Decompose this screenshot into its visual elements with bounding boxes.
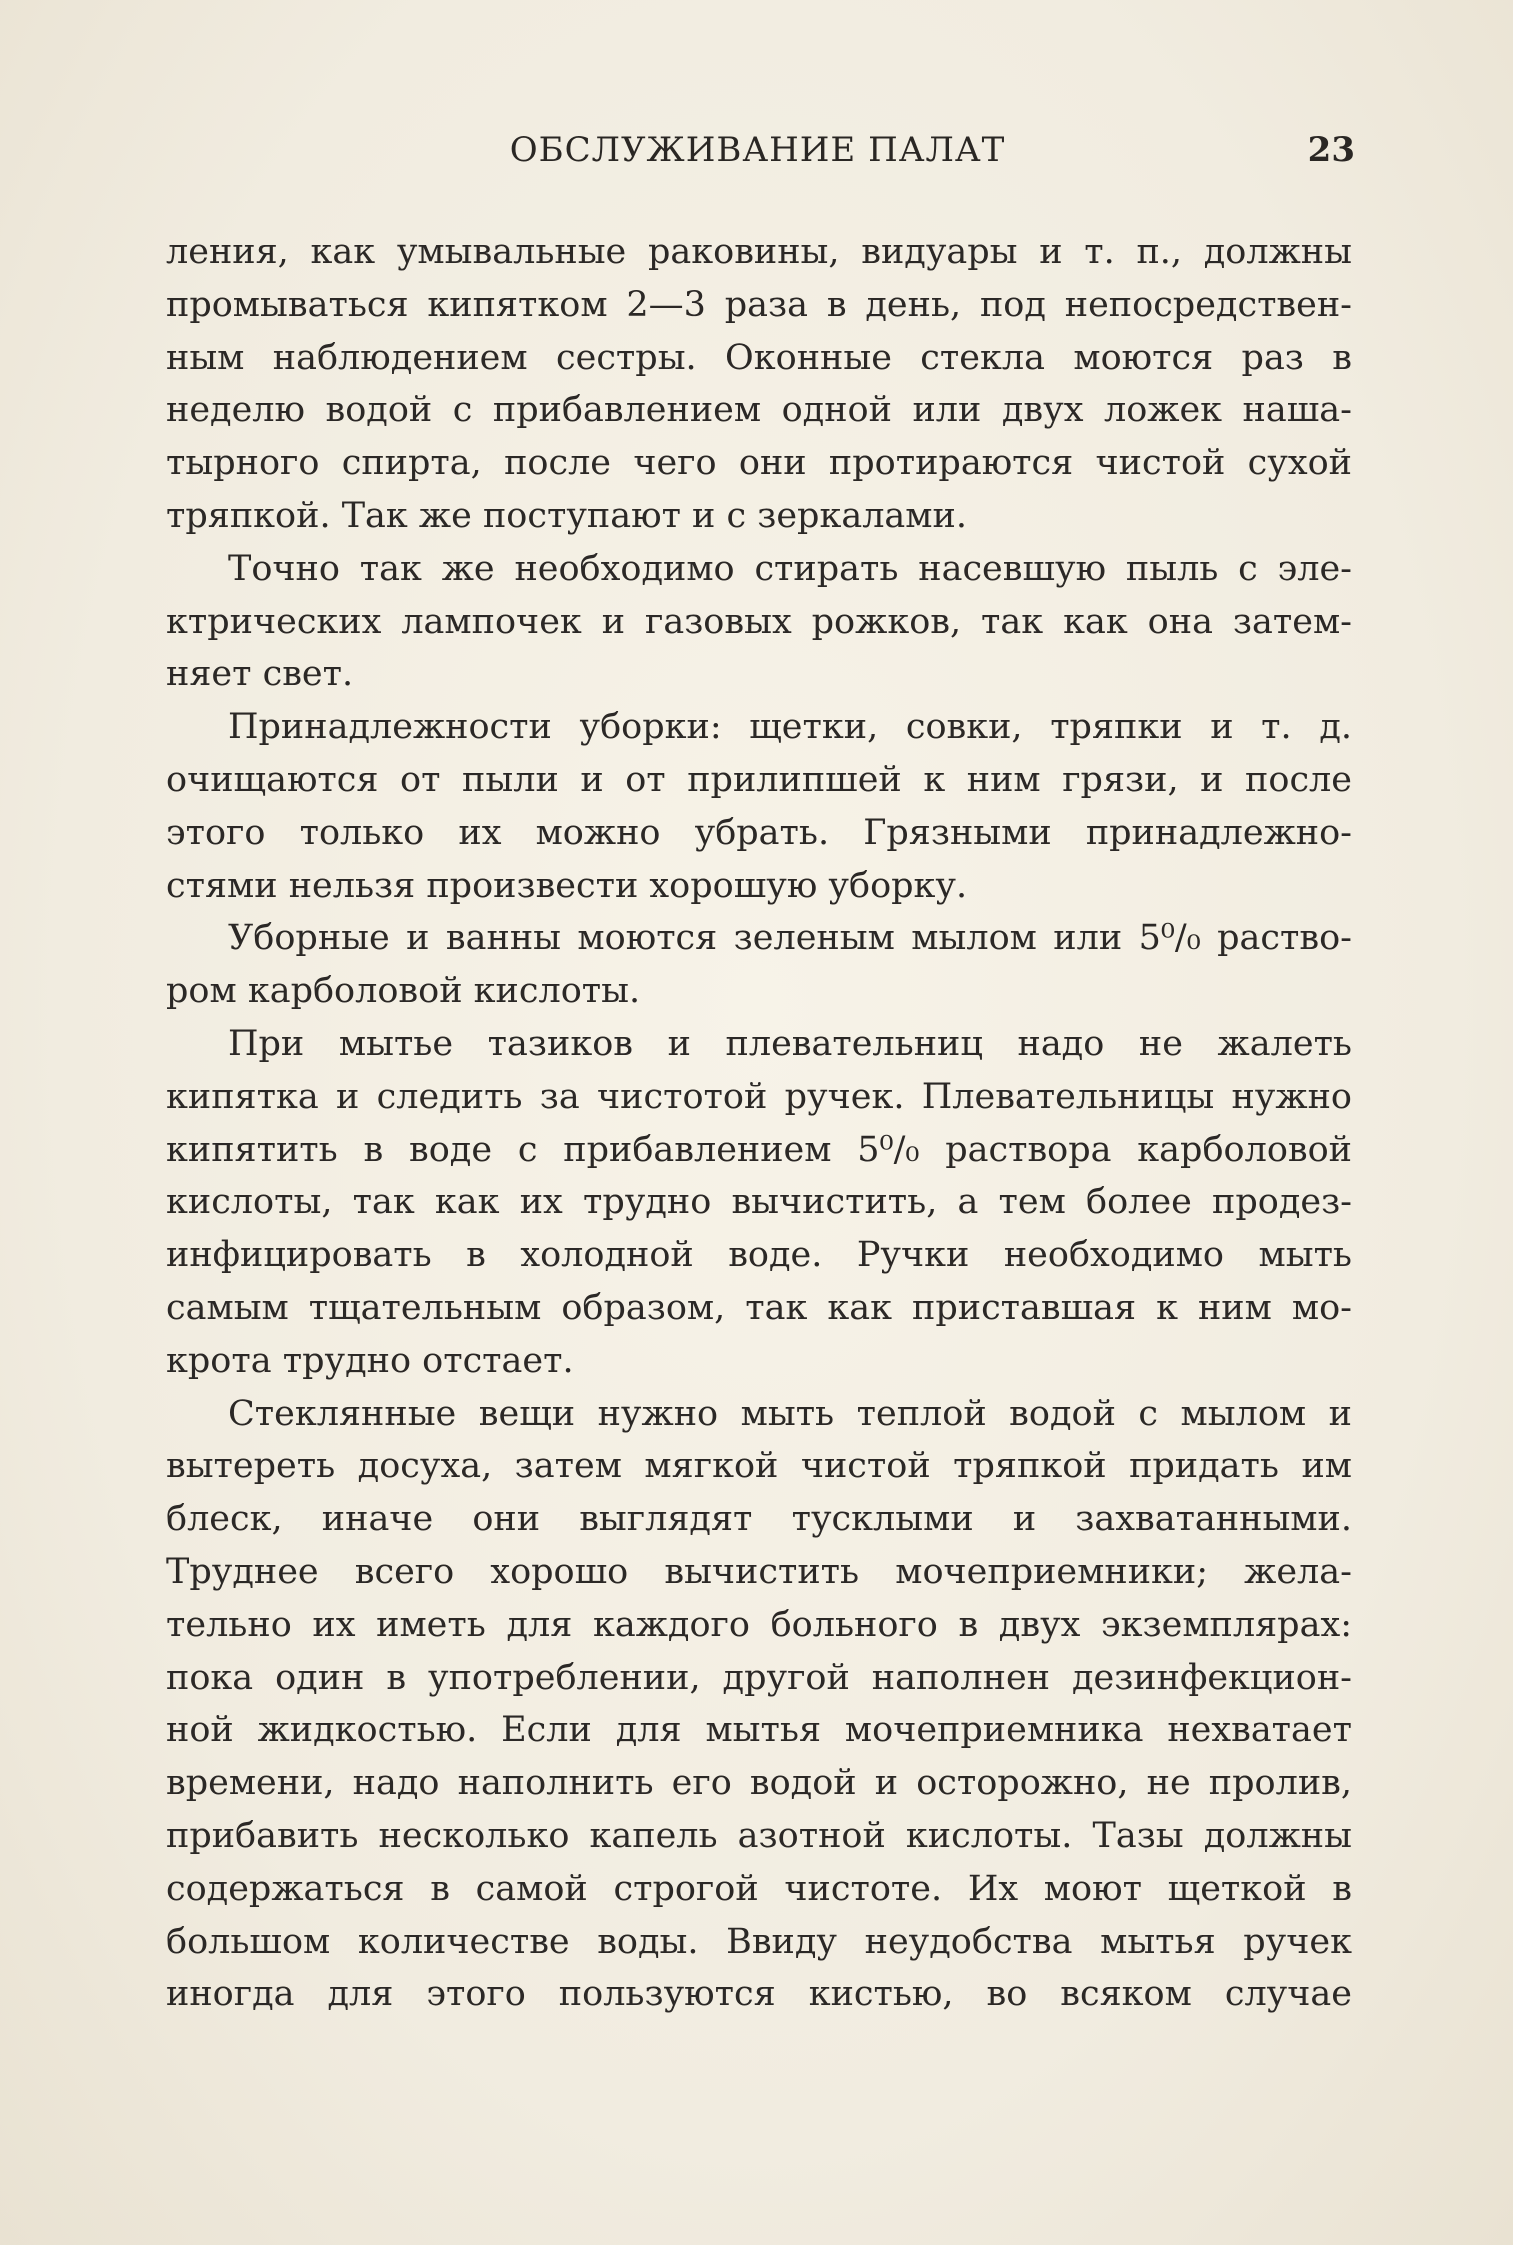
text-line: ной жидкостью. Если для мытья мочеприемника нехватает bbox=[166, 1710, 1352, 1751]
text-line: иногда для этого пользуются кистью, во всяком случае bbox=[166, 1974, 1352, 2015]
text-line: Точно так же необходимо стирать насевшую пыль с эле- bbox=[228, 548, 1352, 589]
text-line: ным наблюдением сестры. Оконные стекла моются раз в bbox=[166, 337, 1352, 378]
text-line: Принадлежности уборки: щетки, совки, тряпки и т. д. bbox=[228, 707, 1352, 748]
text-line: кипятить в воде с прибавлением 5⁰/₀ раствора карболовой bbox=[166, 1129, 1352, 1170]
text-line: тряпкой. Так же поступают и с зеркалами. bbox=[166, 495, 967, 536]
page-header bbox=[160, 130, 1355, 180]
text-line: инфицировать в холодной воде. Ручки необходимо мыть bbox=[166, 1235, 1352, 1276]
text-line: времени, надо наполнить его водой и осторожно, не пролив, bbox=[166, 1763, 1352, 1804]
page-number: 23 bbox=[1307, 130, 1355, 170]
text-line: кипятка и следить за чистотой ручек. Плевательницы нужно bbox=[166, 1076, 1352, 1117]
text-line: При мытье тазиков и плевательниц надо не жалеть bbox=[228, 1023, 1352, 1064]
text-line: Уборные и ванны моются зеленым мылом или 5⁰/₀ раство- bbox=[228, 918, 1352, 959]
text-line: крота трудно отстает. bbox=[166, 1340, 574, 1381]
body-text bbox=[166, 226, 1352, 2021]
text-line: этого только их можно убрать. Грязными принадлежно- bbox=[166, 812, 1352, 853]
text-line: стями нельзя произвести хорошую уборку. bbox=[166, 865, 968, 906]
text-line: ления, как умывальные раковины, видуары и т. п., должны bbox=[166, 232, 1352, 272]
text-line: Труднее всего хорошо вычистить мочеприемники; жела- bbox=[166, 1551, 1352, 1592]
running-title: ОБСЛУЖИВАНИЕ ПАЛАТ bbox=[509, 130, 1006, 170]
text-line: неделю водой с прибавлением одной или двух ложек наша- bbox=[166, 390, 1352, 431]
text-line: очищаются от пыли и от прилипшей к ним грязи, и после bbox=[166, 759, 1352, 800]
text-line: большом количестве воды. Ввиду неудобства мытья ручек bbox=[166, 1921, 1352, 1962]
text-line: тельно их иметь для каждого больного в двух экземплярах: bbox=[166, 1604, 1352, 1645]
text-line: вытереть досуха, затем мягкой чистой тряпкой придать им bbox=[166, 1446, 1352, 1487]
text-line: промываться кипятком 2—3 раза в день, под непосредствен- bbox=[166, 284, 1352, 325]
text-line: кислоты, так как их трудно вычистить, а тем более продез- bbox=[166, 1182, 1352, 1223]
text-line: Стеклянные вещи нужно мыть теплой водой с мылом и bbox=[228, 1393, 1352, 1434]
text-line: пока один в употреблении, другой наполнен дезинфекцион- bbox=[166, 1657, 1352, 1698]
text-line: содержаться в самой строгой чистоте. Их моют щеткой в bbox=[166, 1868, 1352, 1909]
text-line: няет свет. bbox=[166, 654, 354, 695]
text-line: прибавить несколько капель азотной кислоты. Тазы должны bbox=[166, 1815, 1352, 1856]
text-line: ктрических лампочек и газовых рожков, так как она затем- bbox=[166, 601, 1352, 642]
text-line: тырного спирта, после чего они протираются чистой сухой bbox=[166, 443, 1352, 484]
text-line: блеск, иначе они выглядят тусклыми и захватанными. bbox=[166, 1499, 1352, 1540]
text-line: ром карболовой кислоты. bbox=[166, 971, 641, 1012]
text-line: самым тщательным образом, так как приставшая к ним мо- bbox=[166, 1287, 1352, 1328]
